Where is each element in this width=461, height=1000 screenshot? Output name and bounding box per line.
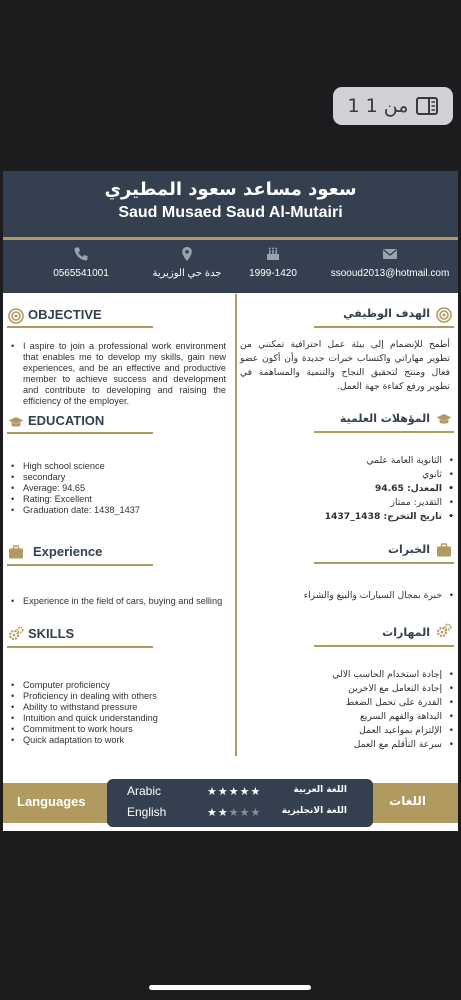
experience-underline-ar [314, 562, 454, 564]
language-name-ar: اللغة العربية [293, 785, 347, 795]
skills-list-ar [238, 668, 458, 752]
phone-icon [73, 246, 89, 262]
objective-text: • I aspire to join a professional work environment that enables me to develop my skills, gain new experiences, and be an effective and productive member to achieve success and development and contribute to developing and raising the efficiency of the employer. [3, 341, 231, 407]
language-row-english [107, 803, 373, 823]
experience-list [3, 596, 231, 607]
list-item: • إجادة التعامل مع الاخرين [238, 682, 458, 696]
page-sidebar-icon [416, 97, 438, 115]
languages-box [107, 779, 373, 827]
education-list [3, 461, 231, 516]
target-icon [8, 308, 24, 324]
envelope-icon [382, 246, 398, 262]
target-icon [436, 307, 452, 323]
list-item: • القدرة على تحمل الضغط [238, 696, 458, 710]
briefcase-icon [436, 542, 452, 558]
list-item: • تاريخ التخرج: 1438_1437 [238, 510, 458, 524]
rating-stars [207, 806, 261, 819]
education-underline-ar [314, 431, 454, 433]
birth-year: 1999-1420 [249, 268, 297, 279]
list-item: • سرعة التأقلم مع العمل [238, 738, 458, 752]
graduation-cap-icon [8, 414, 24, 430]
list-item: • High school science [3, 461, 231, 472]
list-item: • ثانوي [238, 468, 458, 482]
experience-list-ar [238, 589, 458, 603]
name-english: Saud Musaed Saud Al-Mutairi [118, 204, 343, 221]
list-item: • Computer proficiency [3, 680, 231, 691]
list-item: • الثانوية العامة علمي [238, 454, 458, 468]
list-item: • خبرة بمجال السيارات والبيع والشراء [238, 589, 458, 603]
star-filled-icon: ★ [228, 785, 240, 798]
languages-label: Languages [17, 794, 86, 809]
education-title: EDUCATION [28, 413, 105, 428]
skills-underline [7, 646, 153, 648]
star-empty-icon: ★ [250, 806, 262, 819]
education-list-ar [238, 454, 458, 524]
gears-icon [8, 626, 24, 642]
star-empty-icon: ★ [239, 806, 251, 819]
briefcase-icon [8, 544, 24, 560]
experience-underline [7, 564, 153, 566]
star-filled-icon: ★ [239, 785, 251, 798]
right-column [237, 294, 458, 756]
objective-text-ar: أطمح للإنضمام إلى بيئة عمل احترافية تمكنني من تطوير مهاراتي واكتساب خبرات جديدة وأن أكون عضو فعال ومنتج لتحقيق النجاح والتنمية والمساهمة في تطوير ورفع كفاءة جهة العمل. [240, 339, 450, 392]
list-item: • Commitment to work hours [3, 724, 231, 735]
page-indicator[interactable] [333, 87, 453, 125]
contact-birth [238, 246, 308, 279]
resume-header [3, 171, 458, 237]
education-underline [7, 432, 153, 434]
objective-underline [7, 326, 153, 328]
phone-number: 0565541001 [53, 268, 109, 279]
gears-icon [436, 623, 452, 639]
star-filled-icon: ★ [207, 806, 218, 819]
objective-list [3, 341, 231, 407]
contact-email [325, 246, 455, 279]
page-indicator-text: 1 من 1 [347, 95, 409, 117]
skills-title: SKILLS [28, 626, 75, 641]
list-item: • إجادة استخدام الحاسب الالي [238, 668, 458, 682]
language-name: Arabic [127, 784, 162, 798]
star-filled-icon: ★ [207, 785, 218, 798]
objective-title-ar: الهدف الوظيفي [343, 307, 430, 320]
skills-underline-ar [314, 645, 454, 647]
graduation-cap-icon [436, 411, 452, 427]
list-item: • secondary [3, 472, 231, 483]
list-item: • البداهة والفهم السريع [238, 710, 458, 724]
star-empty-icon: ★ [228, 806, 240, 819]
list-item: • المعدل: 94.65 [238, 482, 458, 496]
experience-title-ar: الخبرات [388, 543, 430, 556]
language-name: English [127, 805, 167, 819]
language-row-arabic [107, 782, 373, 802]
location-text: جدة حي الوزيرية [152, 268, 222, 279]
resume-page [3, 171, 458, 831]
contact-bar [3, 240, 458, 293]
list-item: • Graduation date: 1438_1437 [3, 505, 231, 516]
location-pin-icon [179, 246, 195, 262]
objective-underline-ar [314, 326, 454, 328]
education-title-ar: المؤهلات العلمية [339, 412, 430, 425]
list-item: • التقدير: ممتاز [238, 496, 458, 510]
list-item: • Experience in the field of cars, buying and selling [3, 596, 231, 607]
left-column [3, 294, 235, 756]
languages-label-ar: اللغات [389, 794, 426, 808]
list-item: • الإلتزام بمواعيد العمل [238, 724, 458, 738]
objective-title: OBJECTIVE [28, 307, 102, 322]
home-indicator[interactable] [149, 985, 311, 990]
star-filled-icon: ★ [217, 785, 229, 798]
email-address: ssooud2013@hotmail.com [330, 268, 450, 279]
list-item: • Ability to withstand pressure [3, 702, 231, 713]
contact-location [143, 246, 231, 279]
list-item: • Quick adaptation to work [3, 735, 231, 746]
list-item: • Rating: Excellent [3, 494, 231, 505]
list-item: • Intuition and quick understanding [3, 713, 231, 724]
language-name-ar: اللغة الانجليزية [281, 806, 347, 816]
rating-stars [207, 785, 261, 798]
birthday-cake-icon [265, 246, 281, 262]
experience-title: Experience [33, 544, 103, 559]
contact-phone [41, 246, 121, 279]
skills-list [3, 680, 231, 746]
name-arabic: سعود مساعد سعود المطيري [104, 179, 357, 200]
list-item: • Proficiency in dealing with others [3, 691, 231, 702]
list-item: • Average: 94.65 [3, 483, 231, 494]
skills-title-ar: المهارات [382, 626, 430, 639]
star-filled-icon: ★ [217, 806, 229, 819]
star-filled-icon: ★ [250, 785, 262, 798]
